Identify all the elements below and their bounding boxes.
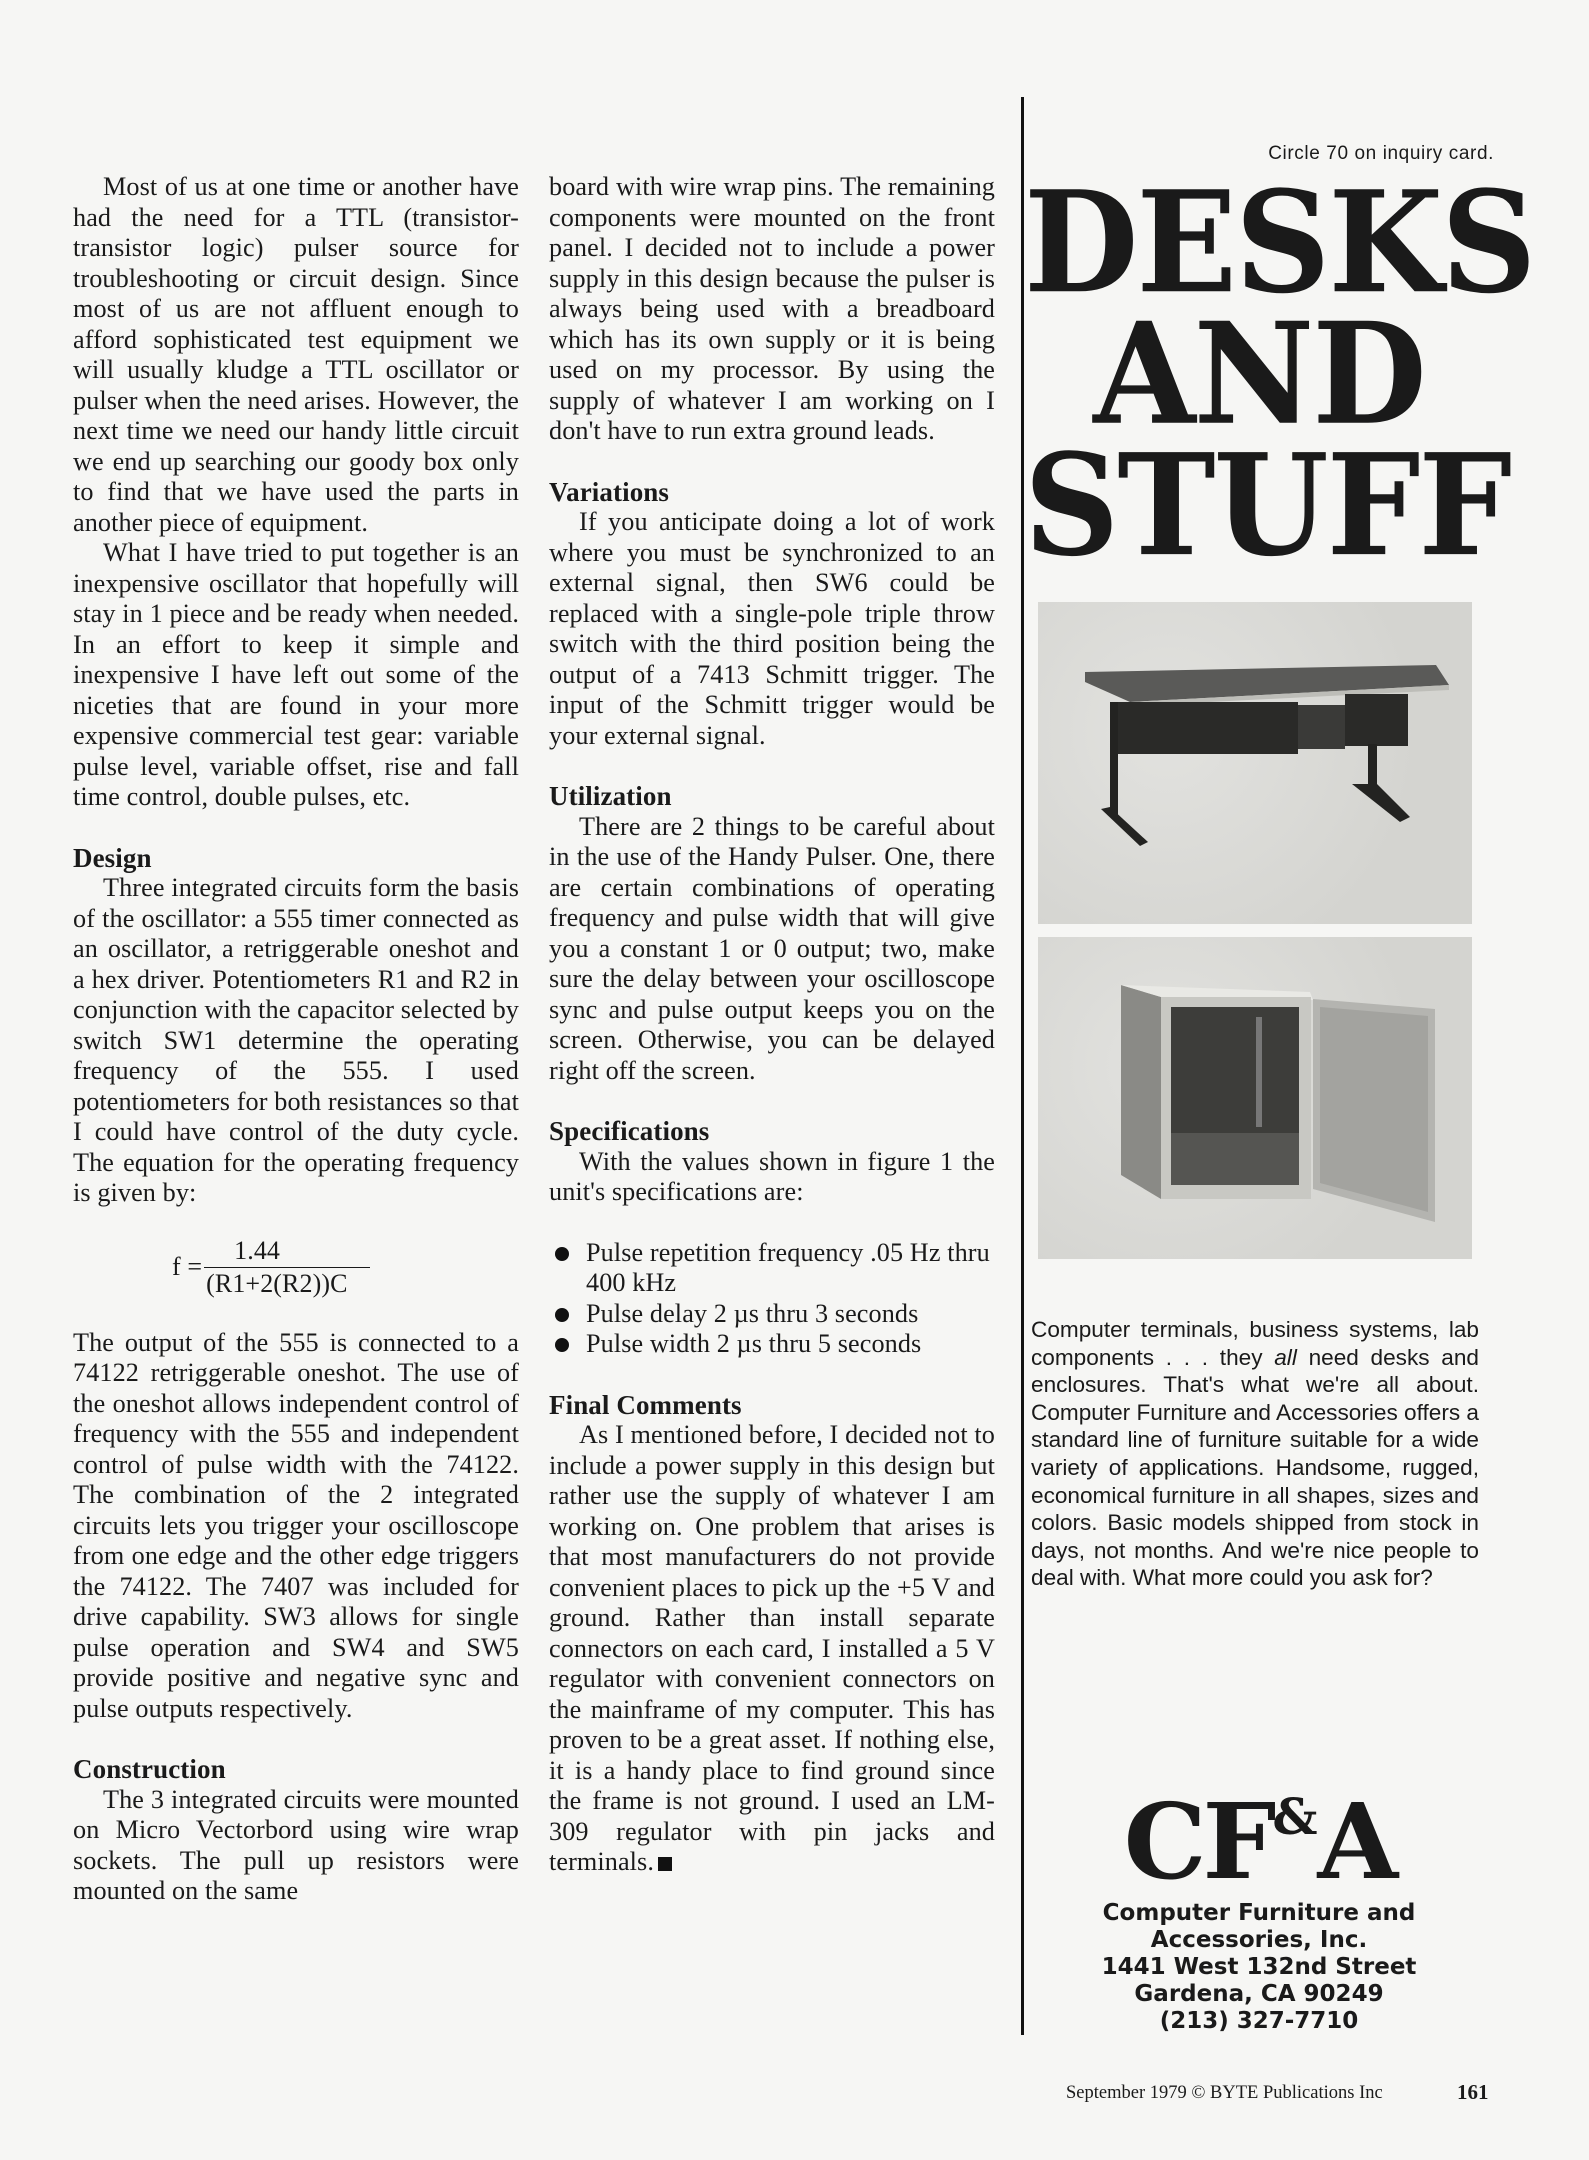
company-address-block — [1024, 1900, 1494, 2035]
intro-paragraph-2: What I have tried to put together is an inexpensive oscillator that hopefully will stay in 1 piece and be ready when needed. In an effort to keep it simple and inexpensive I have left out some of the niceties that are found in your more expensive commercial test gear: variable pulse level, variable offset, rise and fall time control, double pulses, etc. — [73, 538, 519, 811]
variations-heading: Variations — [549, 476, 670, 507]
desk-photo — [1038, 602, 1472, 924]
spec-item: Pulse repetition frequency .05 Hz thru 400 kHz — [549, 1238, 995, 1299]
cfa-logo — [1084, 1765, 1434, 1903]
construction-paragraph: The 3 integrated circuits were mounted on Micro Vectorbord using wire wrap sockets. The pull up resistors were mounted on the same — [73, 1784, 519, 1905]
specifications-list — [549, 1238, 995, 1360]
company-name-line-1: Computer Furniture and — [1102, 1900, 1416, 1926]
footer-credit: September 1979 © BYTE Publications Inc — [1066, 2083, 1383, 2103]
formula-denominator: (R1+2(R2))C — [206, 1268, 348, 1298]
spec-item: Pulse delay 2 µs thru 3 seconds — [549, 1299, 995, 1330]
article-left-column — [73, 172, 519, 1907]
company-city: Gardena, CA 90249 — [1134, 1981, 1384, 2007]
headline-line: DESKS — [1024, 160, 1535, 326]
logo-letters: A — [1317, 1780, 1395, 1903]
logo-letters: CF — [1123, 1780, 1273, 1903]
formula-numerator: 1.44 — [204, 1237, 370, 1268]
utilization-heading: Utilization — [549, 781, 672, 811]
ad-copy-text: need desks and enclosures. That's what we're all about. Computer Furniture and Accessories offers a standard line of furniture suitable for a wide variety of applications. Handsome, rugged, economical furniture in all shapes, sizes and colors. Basic models shipped from stock in days, not months. And we're nice people to deal with. What more could you ask for? — [1031, 1344, 1479, 1591]
specifications-intro: With the values shown in figure 1 the unit's specifications are: — [549, 1146, 995, 1206]
variations-paragraph: If you anticipate doing a lot of work where you must be synchronized to an external signal, then SW6 could be replaced with a single-pole triple throw switch with the third position being the output of a 7413 Schmitt trigger. The input of the Schmitt trigger would be your external signal. — [549, 507, 995, 750]
ad-headline — [1024, 160, 1535, 589]
formula-fraction — [204, 1237, 370, 1298]
construction-heading: Construction — [73, 1754, 226, 1784]
enclosure-photo — [1038, 937, 1472, 1259]
inquiry-note: Circle 70 on inquiry card. — [1268, 143, 1494, 164]
design-paragraph-1: Three integrated circuits form the basis of the oscillator: a 555 timer connected as an oscillator, a retriggerable oneshot and a hex driver. Potentiometers R1 and R2 in conjunction with the capacitor selected by switch SW1 determine the operating frequency of the 555. I used potentiometers for both resistances so that I could have control of the duty cycle. The equation for the operating frequency is given by: — [73, 873, 519, 1207]
company-phone: (213) 327-7710 — [1159, 2008, 1359, 2034]
desk-illustration-icon — [1038, 602, 1472, 924]
continuation-paragraph: board with wire wrap pins. The remaining components were mounted on the front panel. I decided not to include a power supply in this design because the pulser is always being used with a breadboard which has its own supply or it is being used on my processor. By using the supply of whatever I am working on I don't have to run extra ground leads. — [549, 172, 995, 445]
company-name-line-2: Accessories, Inc. — [1150, 1927, 1368, 1953]
final-comments-text: As I mentioned before, I decided not to include a power supply in this design but rather use the supply of whatever I am working on. One problem that arises is that most manufacturers do not provide convenient places to pick up the +5 V and ground. Rather than install separate connectors on each card, I installed a 5 V regulator with convenient connectors on the mainframe of my computer. This has proven to be a great asset. If nothing else, it is a handy place to find ground since the frame is not ground. I used an LM-309 regulator with pin jacks and terminals. — [549, 1420, 995, 1876]
intro-paragraph-1: Most of us at one time or another have had the need for a TTL (transistor-transistor logic) pulser source for troubleshooting or circuit design. Since most of us are not affluent enough to afford sophisticated test equipment we will usually kludge a TTL oscillator or pulser when the need arises. However, the next time we need our handy little circuit we end up searching our goody box only to find that we have used the parts in another piece of equipment. — [73, 172, 519, 537]
end-of-article-mark-icon — [658, 1857, 672, 1871]
design-paragraph-2: The output of the 555 is connected to a 74122 retriggerable oneshot. The use of the oneshot allows independent control of frequency with the 555 and independent control of pulse width with the 74122. The combination of the 2 integrated circuits lets you trigger your oscilloscope from one edge and the other edge triggers the 74122. The 7407 was included for drive capability. SW3 allows for single pulse operation and SW4 and SW5 provide positive and negative sync and pulse outputs respectively. — [73, 1327, 519, 1723]
article-middle-column — [549, 172, 995, 1878]
company-street: 1441 West 132nd Street — [1101, 1954, 1417, 1980]
utilization-paragraph: There are 2 things to be careful about in the use of the Handy Pulser. One, there are certain combinations of operating frequency and pulse width that will give you a constant 1 or 0 output; two, make sure the delay between your oscilloscope sync and pulse output keeps you on the screen. Otherwise, you can be delayed right off the screen. — [549, 811, 995, 1085]
spec-item: Pulse width 2 µs thru 5 seconds — [549, 1329, 995, 1360]
ad-copy-emphasis: all — [1274, 1344, 1297, 1370]
frequency-formula — [73, 1237, 519, 1298]
logo-ampersand: & — [1272, 1787, 1318, 1846]
page-number: 161 — [1457, 2080, 1489, 2104]
design-heading: Design — [73, 842, 152, 873]
specifications-heading: Specifications — [549, 1116, 710, 1146]
cabinet-illustration-icon — [1038, 937, 1472, 1259]
headline-line: STUFF — [1024, 423, 1511, 589]
ad-copy-text: Computer terminals, business systems, lab components . . . they — [1031, 1317, 1479, 1370]
ad-body-copy — [1031, 1316, 1479, 1592]
headline-line: AND — [1093, 292, 1425, 457]
formula-lhs: f = — [172, 1251, 203, 1281]
final-comments-paragraph — [549, 1420, 995, 1878]
final-comments-heading: Final Comments — [549, 1389, 742, 1420]
